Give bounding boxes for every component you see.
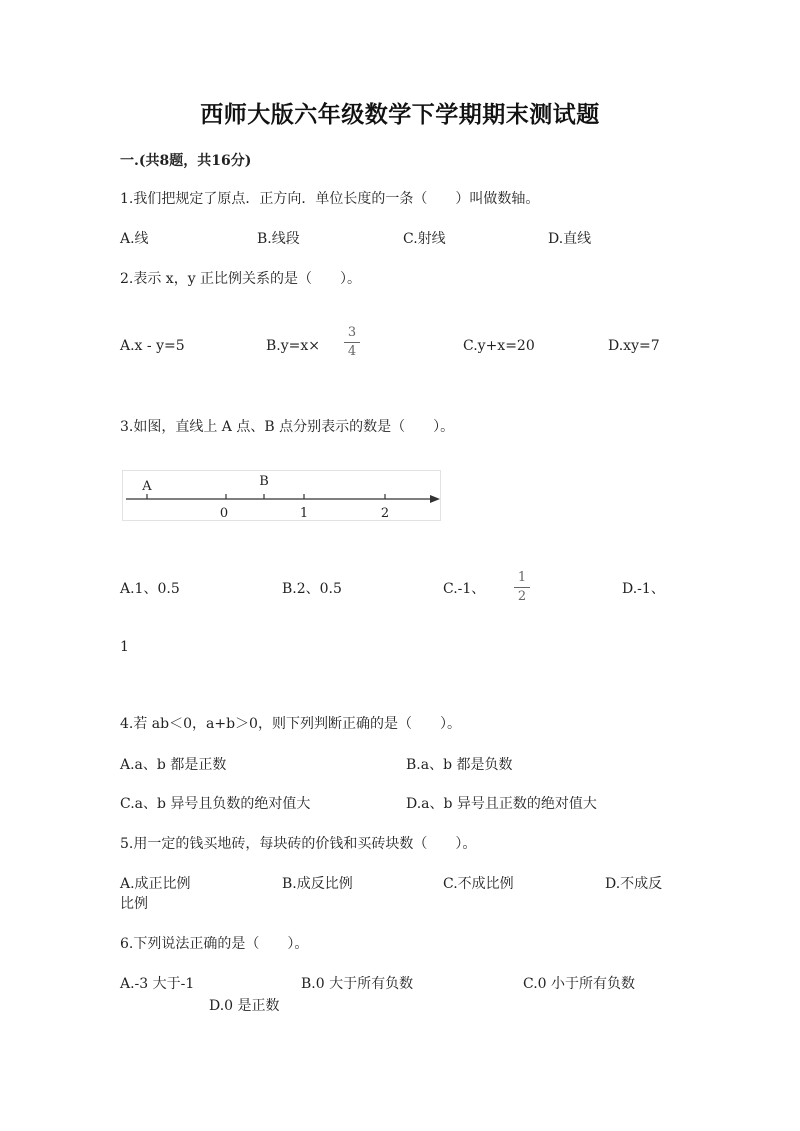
number-line-arrow: [430, 495, 440, 503]
tick-label-two: 2: [380, 506, 390, 521]
question-6-stem: 6.下列说法正确的是（ ）。: [120, 936, 309, 952]
question-5-option-c: C.不成比例: [443, 876, 514, 892]
fraction-denominator: 4: [347, 344, 357, 359]
question-1-stem: 1.我们把规定了原点．正方向．单位长度的一条（ ）叫做数轴。: [120, 191, 540, 207]
question-5-option-a: A.成正比例: [120, 876, 191, 892]
fraction-numerator: 1: [517, 570, 527, 585]
question-5-option-b: B.成反比例: [282, 876, 353, 892]
question-4-option-a: A.a、b 都是正数: [120, 757, 227, 773]
question-3-option-a: A.1、0.5: [120, 581, 180, 597]
question-1-option-b: B.线段: [257, 231, 300, 247]
question-6-option-c: C.0 小于所有负数: [523, 976, 636, 992]
question-4-option-c: C.a、b 异号且负数的绝对值大: [120, 796, 311, 812]
tick-label-one: 1: [299, 506, 309, 521]
fraction-bar: [344, 342, 360, 343]
question-1-option-c: C.射线: [403, 231, 446, 247]
fraction-numerator: 3: [347, 325, 357, 340]
page-title: 西师大版六年级数学下学期期末测试题: [200, 101, 600, 128]
fraction-one-half: [514, 571, 530, 604]
question-2-stem: 2.表示 x，y 正比例关系的是（ ）。: [120, 271, 362, 287]
question-6-option-a: A.-3 大于-1: [120, 976, 195, 992]
question-1-option-d: D.直线: [548, 231, 592, 247]
question-2-option-d: D.xy=7: [608, 338, 660, 354]
question-2-option-a: A.x - y=5: [120, 338, 185, 354]
figure-frame: [123, 471, 441, 521]
question-4-option-b: B.a、b 都是负数: [406, 757, 513, 773]
question-3-option-d-continued: 1: [120, 639, 129, 655]
fraction-bar: [514, 587, 530, 588]
tick-label-zero: 0: [219, 506, 229, 521]
number-line-figure: [122, 470, 442, 522]
section-heading: 一.(共8题，共16分): [120, 153, 252, 169]
question-3-stem: 3.如图，直线上 A 点、B 点分别表示的数是（ ）。: [120, 419, 455, 435]
question-3-option-c: C.-1、: [443, 581, 486, 597]
question-4-option-d: D.a、b 异号且正数的绝对值大: [406, 796, 597, 812]
question-5-stem: 5.用一定的钱买地砖，每块砖的价钱和买砖块数（ ）。: [120, 836, 477, 852]
question-5-option-d: D.不成反: [605, 876, 663, 892]
fraction-denominator: 2: [517, 589, 527, 604]
question-1-option-a: A.线: [120, 231, 149, 247]
question-5-option-d-continued: 比例: [120, 896, 148, 912]
question-6-option-b: B.0 大于所有负数: [301, 976, 414, 992]
question-6-option-d: D.0 是正数: [209, 998, 280, 1014]
point-label-a: A: [142, 479, 152, 494]
question-3-option-d: D.-1、: [622, 581, 665, 597]
question-3-option-b: B.2、0.5: [282, 581, 342, 597]
question-2-option-c: C.y+x=20: [463, 338, 535, 354]
question-2-option-b: B.y=x×: [266, 338, 321, 354]
question-4-stem: 4.若 ab＜0，a+b＞0，则下列判断正确的是（ ）。: [120, 716, 461, 732]
point-label-b: B: [259, 474, 269, 489]
fraction-three-quarters: [344, 326, 360, 359]
